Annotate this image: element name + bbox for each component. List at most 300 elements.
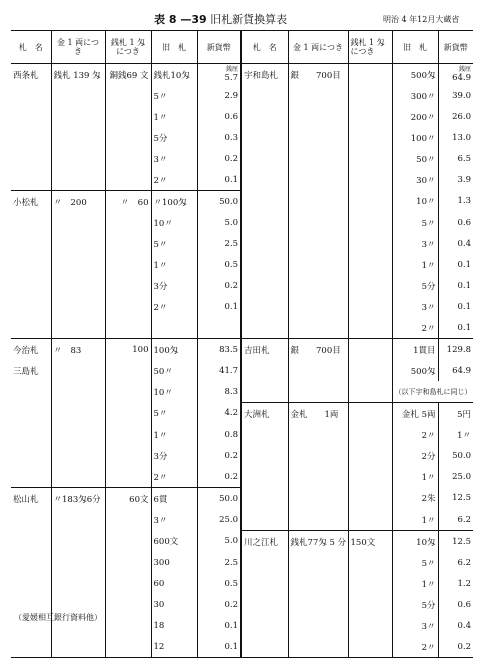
cell-text: 小松札: [13, 197, 39, 208]
cell-text: 0.2: [224, 280, 238, 291]
right-silver-cell: [348, 85, 392, 106]
right-new-cell: [438, 64, 473, 86]
table-row: [11, 424, 473, 445]
left-gold-cell: [51, 531, 105, 553]
left-new-cell: [197, 594, 241, 615]
header-left-gold: 金 1 両につ き: [51, 31, 105, 64]
left-old-cell: [151, 424, 197, 445]
table-row: [11, 191, 473, 213]
right-old-cell: [392, 212, 438, 233]
left-name-cell: [11, 275, 51, 296]
right-silver-cell: [348, 466, 392, 488]
cell-text: 50.0: [452, 450, 471, 461]
cell-text: 18: [153, 620, 165, 631]
right-name-cell: [241, 594, 288, 615]
table-number: 表 8 —39: [154, 13, 207, 26]
left-new-cell: [197, 552, 241, 573]
cell-text: 0.5: [224, 259, 238, 270]
cell-text: 0.1: [224, 620, 238, 631]
cell-text: 300: [153, 557, 170, 568]
right-gold-cell: [288, 275, 348, 296]
left-name-cell: [11, 191, 51, 213]
right-gold-cell: [288, 381, 348, 403]
cell-text: 〃 200: [53, 197, 87, 208]
cell-text: 5.7: [224, 73, 238, 83]
right-new-cell: [438, 169, 473, 191]
cell-text: 100〃: [410, 133, 436, 144]
cell-text: 川之江札: [244, 537, 279, 548]
left-name-cell: [11, 339, 51, 361]
left-new-cell: [197, 424, 241, 445]
left-new-cell: [197, 360, 241, 381]
table-row: [11, 445, 473, 466]
cell-text: 200〃: [410, 112, 436, 123]
left-name-cell: [11, 424, 51, 445]
right-new-cell: [438, 339, 473, 361]
cell-text: 5〃: [153, 409, 168, 420]
right-silver-cell: [348, 531, 392, 553]
left-new-cell: [197, 636, 241, 658]
left-new-cell: [197, 85, 241, 106]
cell-text: 500匁: [410, 70, 436, 81]
cell-text: 64.9: [452, 365, 471, 376]
left-new-cell: [197, 169, 241, 191]
cell-text: 1.3: [457, 196, 471, 207]
right-silver-cell: [348, 552, 392, 573]
right-name-cell: [241, 573, 288, 594]
right-silver-cell: [348, 275, 392, 296]
cell-text: 2〃: [153, 472, 168, 483]
right-gold-cell: [288, 531, 348, 553]
left-silver-cell: [105, 488, 151, 510]
cell-text: 吉田札: [244, 345, 270, 356]
header-row: [11, 31, 473, 64]
left-new-cell: [197, 212, 241, 233]
cell-text: （以下宇和島札に同じ）: [394, 387, 472, 396]
left-name-cell: [11, 106, 51, 127]
cell-text: 41.7: [219, 365, 238, 376]
right-old-cell: [392, 127, 438, 148]
left-silver-cell: [105, 573, 151, 594]
cell-text: 0.1: [224, 301, 238, 312]
cell-text: 10〃: [153, 218, 173, 229]
right-old-cell: [392, 106, 438, 127]
left-old-cell: [151, 85, 197, 106]
right-new-cell: [438, 509, 473, 531]
left-gold-cell: [51, 106, 105, 127]
right-silver-cell: [348, 191, 392, 213]
right-gold-cell: [288, 85, 348, 106]
left-silver-cell: [105, 169, 151, 191]
header-left-silver: 銭札 1 匁 につき: [105, 31, 151, 64]
cell-text: 0.8: [224, 429, 238, 440]
left-silver-cell: [105, 403, 151, 425]
table-row: [11, 360, 473, 381]
cell-text: 2〃: [153, 302, 168, 313]
cell-text: 銭札10匁: [153, 70, 190, 81]
cell-text: 銅銭69 文: [109, 70, 149, 81]
table-row: [11, 466, 473, 488]
left-gold-cell: [51, 127, 105, 148]
left-new-cell: [197, 509, 241, 531]
cell-text: 5〃: [421, 218, 436, 229]
left-new-cell: [197, 127, 241, 148]
right-new-cell: [438, 254, 473, 275]
left-new-cell: [197, 488, 241, 510]
right-gold-cell: [288, 445, 348, 466]
right-new-cell: [438, 212, 473, 233]
left-name-cell: [11, 148, 51, 169]
cell-text: 1〃: [153, 112, 168, 123]
cell-text: 0.2: [224, 471, 238, 482]
right-gold-cell: [288, 509, 348, 531]
left-silver-cell: [105, 64, 151, 86]
left-new-cell: [197, 381, 241, 403]
left-old-cell: [151, 169, 197, 191]
right-new-cell: [438, 636, 473, 658]
table-row: [11, 317, 473, 339]
table-row: [11, 573, 473, 594]
cell-text: 4.2: [224, 408, 238, 419]
left-silver-cell: [105, 594, 151, 615]
right-old-cell: [392, 466, 438, 488]
right-name-cell: [241, 317, 288, 339]
cell-text: 30〃: [416, 175, 436, 186]
right-old-cell: [392, 317, 438, 339]
left-gold-cell: [51, 296, 105, 317]
left-new-cell: [197, 531, 241, 553]
cell-text: 1貫目: [413, 345, 436, 356]
right-silver-cell: [348, 339, 392, 361]
cell-text: 0.6: [457, 217, 471, 228]
left-gold-cell: [51, 233, 105, 254]
left-gold-cell: [51, 424, 105, 445]
cell-text: 30: [153, 599, 165, 610]
table-row: [11, 509, 473, 531]
table-row: [11, 148, 473, 169]
left-new-cell: [197, 64, 241, 86]
left-name-cell: [11, 466, 51, 488]
left-silver-cell: [105, 296, 151, 317]
right-gold-cell: [288, 403, 348, 425]
cell-text: 5.0: [224, 217, 238, 228]
left-old-cell: [151, 296, 197, 317]
right-gold-cell: [288, 424, 348, 445]
left-new-cell: [197, 106, 241, 127]
table-title-text: 旧札新貨換算表: [210, 13, 288, 26]
cell-text: 3.9: [457, 174, 471, 185]
cell-text: 12.5: [452, 536, 471, 547]
right-silver-cell: [348, 594, 392, 615]
left-silver-cell: [105, 233, 151, 254]
cell-text: 0.6: [224, 111, 238, 122]
left-name-cell: [11, 254, 51, 275]
left-gold-cell: [51, 275, 105, 296]
cell-text: 10匁: [416, 537, 436, 548]
right-name-cell: [241, 106, 288, 127]
left-name-cell: [11, 169, 51, 191]
right-gold-cell: [288, 127, 348, 148]
right-silver-cell: [348, 636, 392, 658]
left-name-cell: [11, 360, 51, 381]
right-name-cell: [241, 509, 288, 531]
right-name-cell: [241, 424, 288, 445]
cell-text: 13.0: [452, 132, 471, 143]
left-name-cell: [11, 296, 51, 317]
cell-text: 150文: [350, 537, 376, 548]
left-name-cell: [11, 64, 51, 86]
cell-text: 2〃: [421, 323, 436, 334]
cell-text: 〃183匁6分: [53, 494, 101, 505]
left-new-cell: [197, 466, 241, 488]
right-gold-cell: [288, 360, 348, 381]
table-row: [11, 488, 473, 510]
left-gold-cell: [51, 191, 105, 213]
cell-text: 0.3: [224, 132, 238, 143]
table-row: [11, 169, 473, 191]
cell-text: 100: [132, 344, 149, 355]
table-row: [11, 381, 473, 403]
cell-text: 2.9: [224, 90, 238, 101]
cell-text: 0.1: [457, 259, 471, 270]
left-old-cell: [151, 127, 197, 148]
right-old-cell: [392, 169, 438, 191]
left-old-cell: [151, 106, 197, 127]
right-new-cell: [438, 531, 473, 553]
right-new-cell: [438, 233, 473, 254]
cell-text: 0.2: [224, 153, 238, 164]
left-old-cell: [151, 509, 197, 531]
cell-text: 銭札77匁 5 分: [290, 537, 347, 548]
left-gold-cell: [51, 381, 105, 403]
right-old-cell: [392, 296, 438, 317]
right-gold-cell: [288, 317, 348, 339]
cell-text: 〃 83: [53, 345, 82, 356]
cell-text: 0.1: [224, 174, 238, 185]
left-old-cell: [151, 64, 197, 86]
right-gold-cell: [288, 552, 348, 573]
cell-text: 8.3: [224, 386, 238, 397]
table-row: [11, 296, 473, 317]
cell-text: 銭札 139 匁: [53, 70, 101, 81]
table-row: [11, 636, 473, 658]
right-new-cell: [438, 466, 473, 488]
right-silver-cell: [348, 317, 392, 339]
right-old-cell: [392, 594, 438, 615]
cell-text: 3〃: [421, 239, 436, 250]
cell-text: 12: [153, 641, 165, 652]
right-new-cell: [438, 573, 473, 594]
cell-text: 5〃: [153, 239, 168, 250]
left-old-cell: [151, 339, 197, 361]
left-silver-cell: [105, 191, 151, 213]
cell-text: 2分: [421, 451, 436, 462]
left-silver-cell: [105, 531, 151, 553]
left-old-cell: [151, 212, 197, 233]
cell-text: 3分: [153, 451, 168, 462]
right-old-cell: [392, 191, 438, 213]
cell-text: 0.5: [224, 578, 238, 589]
right-silver-cell: [348, 296, 392, 317]
cell-text: 129.8: [446, 344, 471, 355]
issuer-note: 明治 4 年12月大蔵省: [383, 15, 460, 24]
cell-text: 0.1: [457, 301, 471, 312]
left-gold-cell: [51, 212, 105, 233]
right-new-cell: [438, 275, 473, 296]
cell-text: 6.2: [457, 514, 471, 525]
right-silver-cell: [348, 254, 392, 275]
left-gold-cell: [51, 509, 105, 531]
left-new-cell: [197, 317, 241, 339]
right-gold-cell: [288, 212, 348, 233]
right-new-cell: [438, 403, 473, 425]
cell-text: 5分: [153, 133, 168, 144]
left-new-cell: [197, 275, 241, 296]
right-new-cell: [438, 552, 473, 573]
right-silver-cell: [348, 573, 392, 594]
cell-text: 5.0: [224, 536, 238, 547]
table-title: [154, 11, 287, 27]
left-old-cell: [151, 254, 197, 275]
left-old-cell: [151, 317, 197, 339]
right-gold-cell: [288, 636, 348, 658]
source-note: （愛媛相互銀行資料他）: [14, 613, 102, 622]
cell-text: 10〃: [416, 197, 436, 208]
right-new-cell: [438, 424, 473, 445]
cell-text: 0.2: [224, 450, 238, 461]
right-old-cell: [392, 552, 438, 573]
cell-text: 300〃: [410, 91, 436, 102]
left-new-cell: [197, 445, 241, 466]
cell-text: 500匁: [410, 366, 436, 377]
left-name-cell: [11, 381, 51, 403]
header-right-gold: 金 1 両につき: [288, 31, 348, 64]
right-name-cell: [241, 488, 288, 510]
table-row: [11, 531, 473, 553]
left-silver-cell: [105, 85, 151, 106]
cell-text: 0.2: [457, 641, 471, 652]
right-name-cell: [241, 296, 288, 317]
left-new-cell: [197, 296, 241, 317]
header-right-old: 旧 札: [392, 31, 438, 64]
header-left-new: 新貨幣: [197, 31, 241, 64]
cell-text: 大洲札: [244, 409, 270, 420]
cell-text: 600文: [153, 537, 179, 548]
table-row: [11, 403, 473, 425]
unit-label: 銭厘: [225, 66, 238, 73]
right-gold-cell: [288, 296, 348, 317]
right-gold-cell: [288, 339, 348, 361]
cell-text: 2〃: [421, 430, 436, 441]
right-gold-cell: [288, 106, 348, 127]
left-name-cell: [11, 403, 51, 425]
cell-text: 0.4: [457, 620, 471, 631]
left-silver-cell: [105, 127, 151, 148]
cell-text: 3分: [153, 281, 168, 292]
right-new-cell: [438, 488, 473, 510]
left-gold-cell: [51, 64, 105, 86]
table-row: [11, 275, 473, 296]
right-name-cell: [241, 466, 288, 488]
right-new-cell: [438, 106, 473, 127]
right-name-cell: [241, 233, 288, 254]
left-old-cell: [151, 148, 197, 169]
left-silver-cell: [105, 552, 151, 573]
cell-text: 3〃: [153, 515, 168, 526]
cell-text: 0.4: [457, 238, 471, 249]
table-row: [11, 106, 473, 127]
left-silver-cell: [105, 339, 151, 361]
cell-text: 26.0: [452, 111, 471, 122]
cell-text: 25.0: [219, 514, 238, 525]
right-silver-cell: [348, 424, 392, 445]
cell-text: 銀 700目: [290, 70, 341, 81]
left-old-cell: [151, 531, 197, 553]
left-old-cell: [151, 233, 197, 254]
cell-text: 5分: [421, 600, 436, 611]
right-name-cell: [241, 360, 288, 381]
right-name-cell: [241, 552, 288, 573]
left-old-cell: [151, 275, 197, 296]
cell-text: 〃100匁: [153, 197, 187, 208]
left-new-cell: [197, 403, 241, 425]
cell-text: 12.5: [452, 493, 471, 504]
cell-text: 三島札: [13, 366, 39, 377]
right-old-cell: [392, 381, 473, 403]
right-silver-cell: [348, 212, 392, 233]
left-new-cell: [197, 339, 241, 361]
right-old-cell: [392, 254, 438, 275]
header-right-silver: 銭札 1 匁 につき: [348, 31, 392, 64]
right-new-cell: [438, 296, 473, 317]
left-silver-cell: [105, 466, 151, 488]
left-gold-cell: [51, 488, 105, 510]
table-row: [11, 233, 473, 254]
cell-text: 6貫: [153, 494, 168, 505]
header-left-old: 旧 札: [151, 31, 197, 64]
right-gold-cell: [288, 64, 348, 86]
cell-text: 60: [153, 578, 165, 589]
left-new-cell: [197, 191, 241, 213]
right-name-cell: [241, 127, 288, 148]
right-silver-cell: [348, 488, 392, 510]
left-gold-cell: [51, 339, 105, 361]
left-name-cell: [11, 573, 51, 594]
right-old-cell: [392, 488, 438, 510]
cell-text: 10〃: [153, 387, 173, 398]
left-gold-cell: [51, 254, 105, 275]
right-old-cell: [392, 445, 438, 466]
left-name-cell: [11, 531, 51, 553]
left-name-cell: [11, 85, 51, 106]
cell-text: 0.1: [457, 280, 471, 291]
cell-text: 今治札: [13, 345, 39, 356]
cell-text: 松山札: [13, 494, 39, 505]
header-left-name: 札 名: [11, 31, 51, 64]
right-silver-cell: [348, 403, 392, 425]
cell-text: 50〃: [416, 154, 436, 165]
cell-text: 1.2: [457, 578, 471, 589]
cell-text: 1〃: [457, 430, 471, 441]
cell-text: 1〃: [153, 260, 168, 271]
right-silver-cell: [348, 445, 392, 466]
right-old-cell: [392, 339, 438, 361]
right-new-cell: [438, 191, 473, 213]
left-silver-cell: [105, 106, 151, 127]
left-gold-cell: [51, 360, 105, 381]
right-name-cell: [241, 169, 288, 191]
right-name-cell: [241, 531, 288, 553]
